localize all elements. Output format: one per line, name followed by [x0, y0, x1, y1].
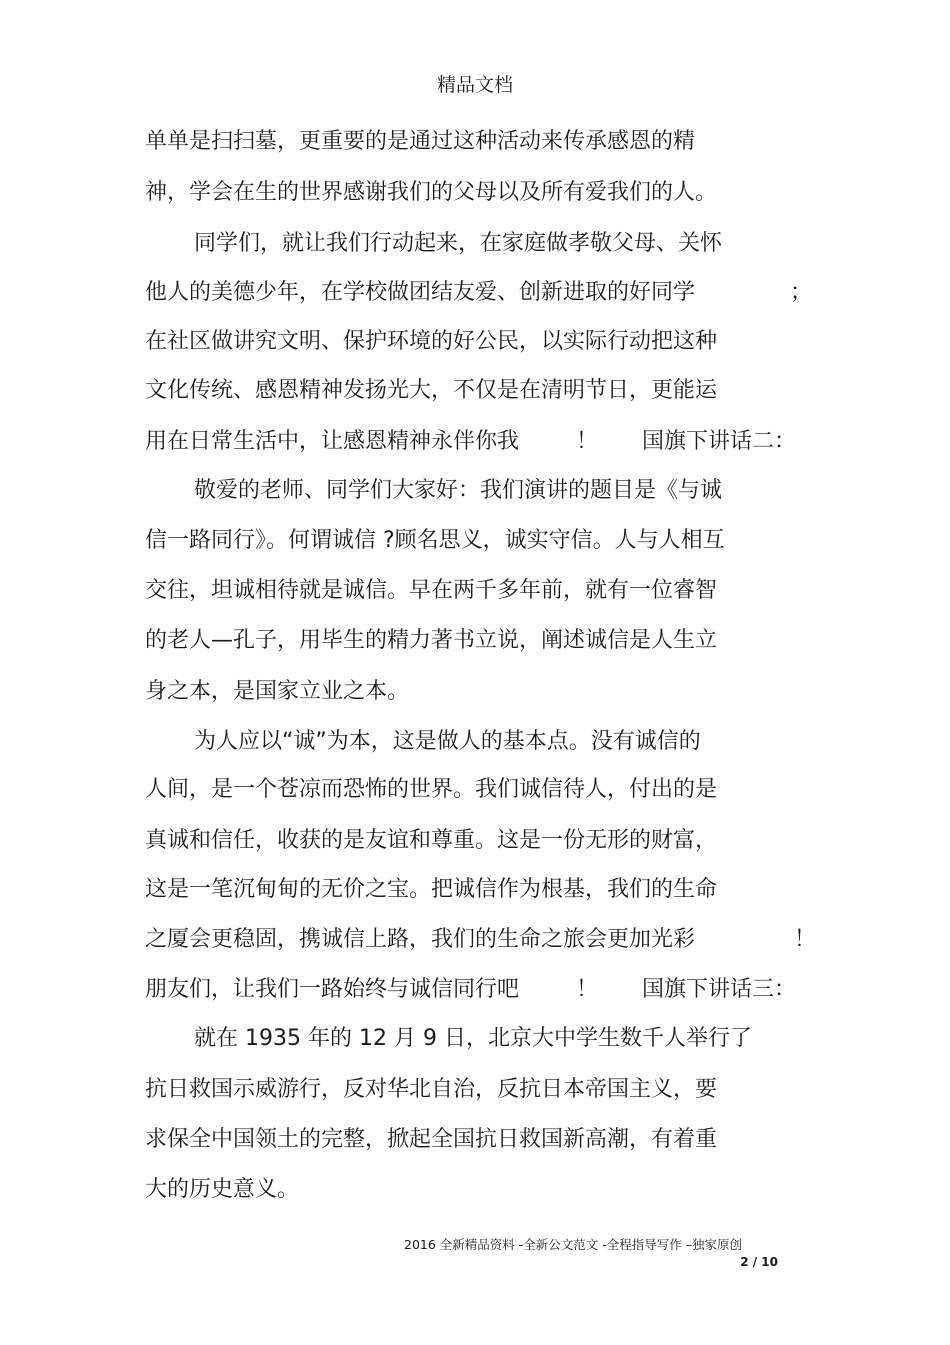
punctuation-mark: ！ [576, 429, 599, 454]
body-line: 文化传统、感恩精神发扬光大，不仅是在清明节日，更能运 [145, 378, 718, 403]
body-line: 信一路同行》。何谓诚信 ?顾名思义，诚实守信。人与人相互 [145, 528, 725, 553]
page-footer-text: 2016 全新精品资料 -全新公文范文 -全程指导写作 –独家原创 [404, 1237, 742, 1252]
body-line: 身之本，是国家立业之本。 [145, 679, 410, 704]
body-line: 人间，是一个苍凉而恐怖的世界。我们诚信待人，付出的是 [145, 777, 718, 802]
page-header-title: 精品文档 [436, 74, 513, 96]
body-line: 这是一笔沉甸甸的无价之宝。把诚信作为根基，我们的生命 [145, 877, 718, 902]
section-heading: 国旗下讲话二： [642, 429, 797, 454]
body-line: 真诚和信任，收获的是友谊和尊重。这是一份无形的财富， [145, 828, 718, 853]
body-line: 抗日救国示威游行，反对华北自治，反抗日本帝国主义，要 [145, 1077, 718, 1102]
body-line: 敬爱的老师、同学们大家好：我们演讲的题目是《与诚 [194, 478, 723, 503]
body-line: 就在 1935 年的 12 月 9 日，北京大中学生数千人举行了 [194, 1026, 752, 1051]
punctuation-mark: ！ [794, 927, 817, 952]
page-number: 2 / 10 [740, 1255, 778, 1269]
body-line: 的老人—孔子，用毕生的精力著书立说，阐述诚信是人生立 [145, 628, 718, 653]
body-line: 用在日常生活中，让感恩精神永伴你我 [145, 429, 520, 454]
body-line: 大的历史意义。 [145, 1177, 300, 1202]
body-line: 在社区做讲究文明、保护环境的好公民，以实际行动把这种 [145, 329, 718, 354]
body-line: 同学们，就让我们行动起来，在家庭做孝敬父母、关怀 [194, 231, 723, 256]
section-heading: 国旗下讲话三： [642, 977, 797, 1002]
body-line: 朋友们，让我们一路始终与诚信同行吧 [145, 977, 520, 1002]
body-line: 之厦会更稳固，携诚信上路，我们的生命之旅会更加光彩 [145, 927, 696, 952]
body-line: 单单是扫扫墓，更重要的是通过这种活动来传承感恩的精 [145, 129, 696, 154]
body-line: 神，学会在生的世界感谢我们的父母以及所有爱我们的人。 [145, 180, 718, 205]
body-line: 交往，坦诚相待就是诚信。早在两千多年前，就有一位睿智 [145, 578, 718, 603]
punctuation-mark: ； [790, 280, 813, 305]
body-line: 为人应以“诚”为本，这是做人的基本点。没有诚信的 [194, 729, 701, 754]
body-line: 他人的美德少年，在学校做团结友爱、创新进取的好同学 [145, 280, 696, 305]
punctuation-mark: ！ [576, 977, 599, 1002]
body-line: 求保全中国领土的完整，掀起全国抗日救国新高潮，有着重 [145, 1127, 718, 1152]
